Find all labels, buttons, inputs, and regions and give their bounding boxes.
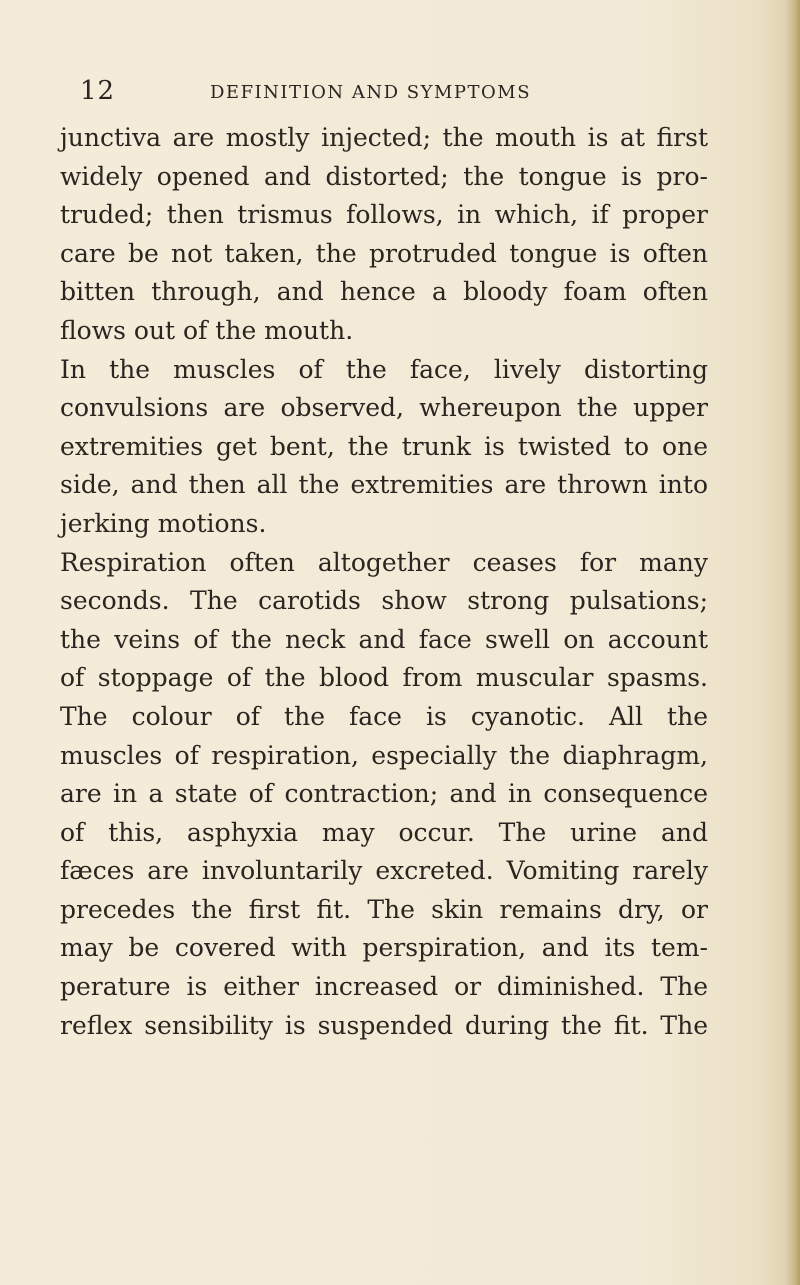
text-line: perature is either increased or diminished. The (60, 972, 708, 1002)
text-line: jerking motions. (60, 508, 267, 538)
text-line: muscles of respiration, especially the diaphragm, (60, 740, 708, 770)
chapter-title: DEFINITION AND SYMPTOMS (210, 82, 532, 103)
text-line: of this, asphyxia may occur. The urine and (60, 817, 708, 847)
text-line: extremities get bent, the trunk is twisted to one (60, 431, 708, 461)
text-line: care be not taken, the protruded tongue is often (60, 238, 708, 268)
text-line: widely opened and distorted; the tongue is pro- (60, 161, 708, 191)
text-line: convulsions are observed, whereupon the upper (60, 393, 708, 423)
text-line: truded; then trismus follows, in which, if proper (60, 200, 708, 230)
text-line: precedes the first fit. The skin remains dry, or (60, 894, 708, 924)
body-text (60, 119, 708, 1045)
text-line: fæces are involuntarily excreted. Vomiting rarely (60, 856, 708, 886)
text-line: bitten through, and hence a bloody foam often (60, 277, 708, 307)
text-line: side, and then all the extremities are thrown into (60, 470, 708, 500)
page-edge (786, 0, 800, 1285)
text-line: flows out of the mouth. (60, 315, 354, 345)
text-line: of stoppage of the blood from muscular spasms. (60, 663, 708, 693)
running-head (80, 76, 710, 112)
text-line: may be covered with perspiration, and its tem- (60, 933, 708, 963)
text-line: Respiration often altogether ceases for many (60, 547, 708, 577)
text-line: seconds. The carotids show strong pulsations; (60, 586, 708, 616)
text-line: reflex sensibility is suspended during the fit. The (60, 1010, 708, 1040)
text-line: The colour of the face is cyanotic. All the (60, 701, 708, 731)
text-line: In the muscles of the face, lively distorting (60, 354, 708, 384)
page-number: 12 (80, 76, 116, 106)
text-line: are in a state of contraction; and in consequence (60, 779, 708, 809)
text-line: the veins of the neck and face swell on account (60, 624, 708, 654)
text-line: junctiva are mostly injected; the mouth is at first (60, 123, 708, 152)
